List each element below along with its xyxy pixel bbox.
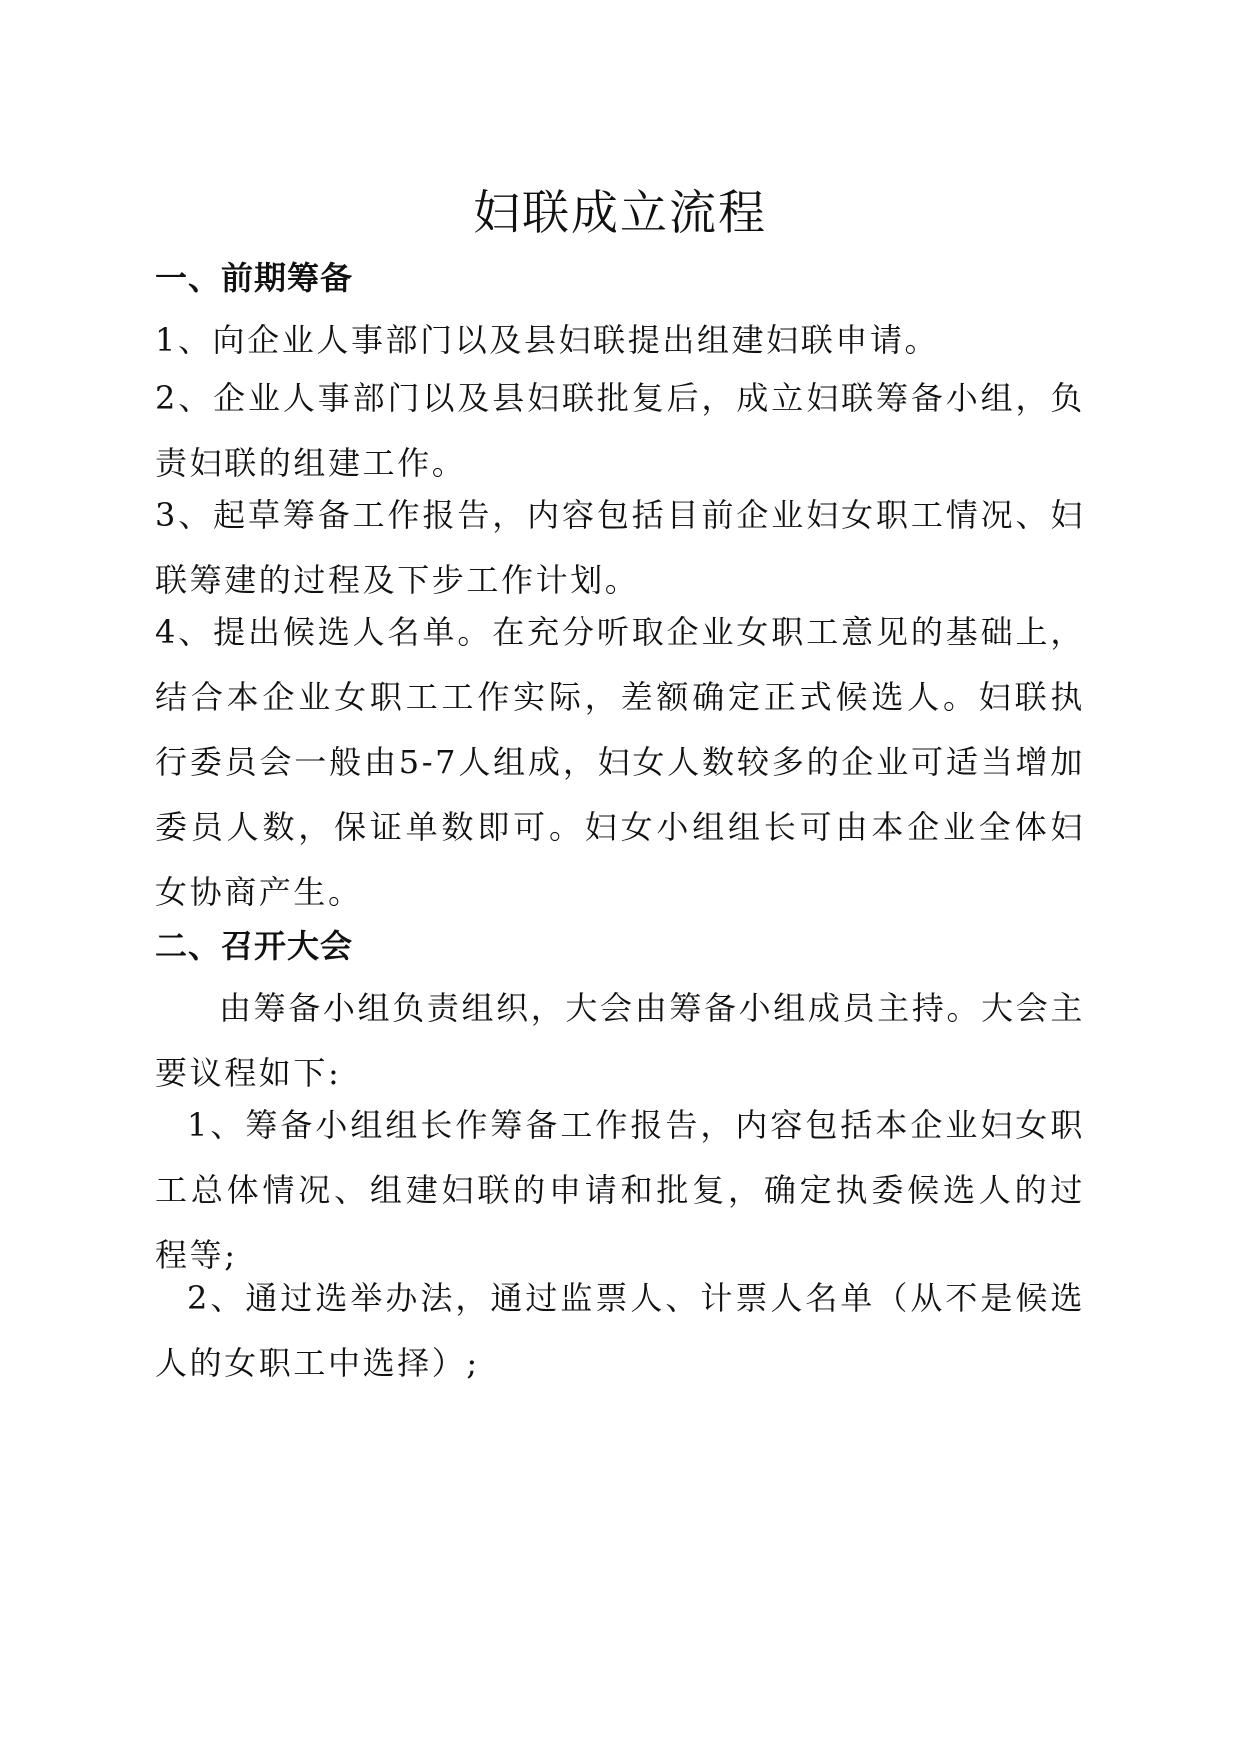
preparation-item-2: 2、企业人事部门以及县妇联批复后，成立妇联筹备小组，负责妇联的组建工作。 [155, 379, 1085, 482]
section-heading-preparation: 一、前期筹备 [155, 259, 354, 297]
meeting-intro: 由筹备小组负责组织，大会由筹备小组成员主持。大会主要议程如下: [155, 989, 1085, 1092]
preparation-item-1: 1、向企业人事部门以及县妇联提出组建妇联申请。 [155, 321, 940, 359]
preparation-item-3: 3、起草筹备工作报告，内容包括目前企业妇女职工情况、妇联筹建的过程及下步工作计划。 [155, 496, 1085, 599]
section-heading-meeting: 二、召开大会 [155, 927, 354, 965]
document-title: 妇联成立流程 [473, 186, 767, 241]
meeting-item-2: 2、通过选举办法，通过监票人、计票人名单（从不是候选人的女职工中选择）; [155, 1279, 1085, 1382]
preparation-item-4: 4、提出候选人名单。在充分听取企业女职工意见的基础上，结合本企业女职工工作实际，差额确定正式候选人。妇联执行委员会一般由5-7人组成，妇女人数较多的企业可适当增加委员人数，保证单数即可。妇女小组组长可由本企业全体妇女协商产生。 [155, 613, 1085, 911]
meeting-item-1: 1、筹备小组组长作筹备工作报告，内容包括本企业妇女职工总体情况、组建妇联的申请和批复，确定执委候选人的过程等; [155, 1106, 1085, 1274]
